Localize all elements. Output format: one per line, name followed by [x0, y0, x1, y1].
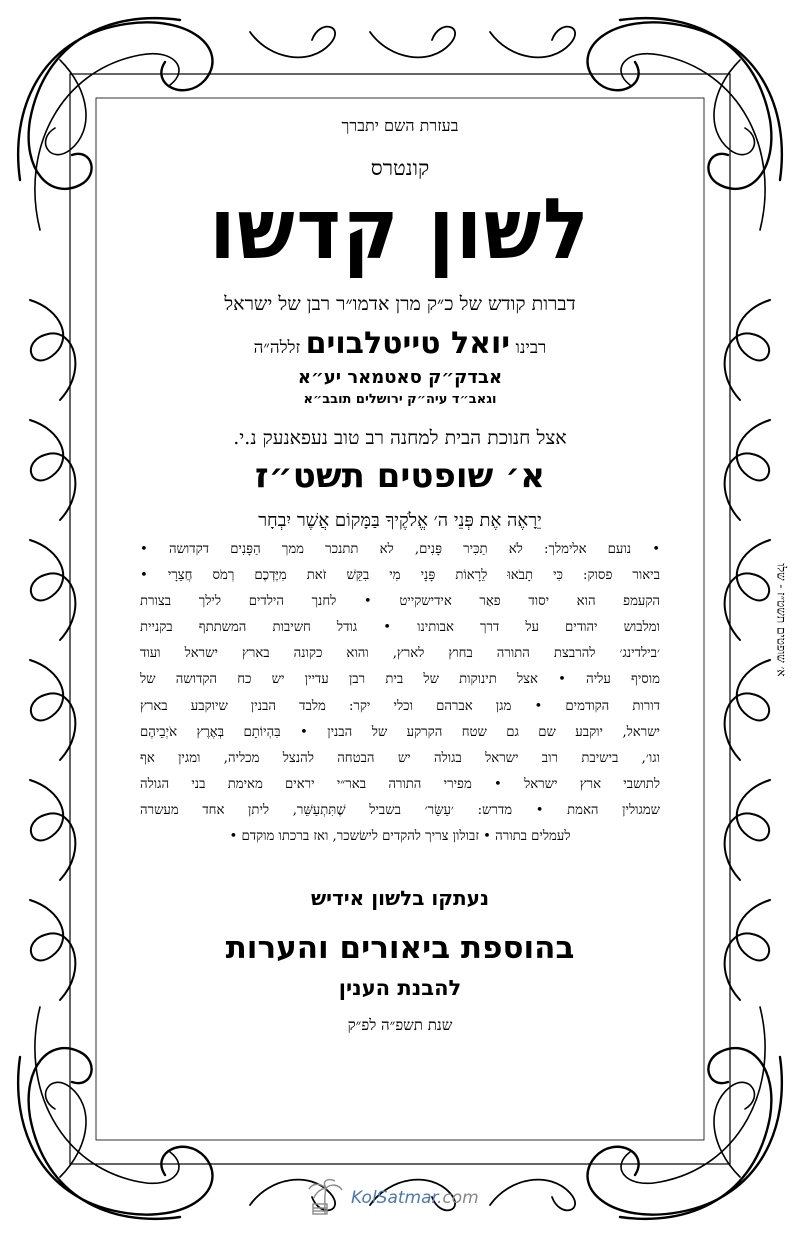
purpose-note: להבנת הענין [338, 976, 462, 1001]
body-line: מוסיף עליה • אצל תינוקות של בית רבן עדיין יש כח הקדושה של [140, 672, 660, 688]
logo-name: KolSatmar [351, 1188, 437, 1208]
frame-flourish [30, 300, 75, 400]
frame-flourish [725, 900, 770, 1000]
body-line: ביאור פסוק: כִּי תָבֹאוּ לֵרָאוֹת פָּנָי מִי בִקֵּשׁ זֹאת מִיֶּדְכֶם רְמֹס חֲצֵרָי • [140, 568, 660, 584]
palm-tree-icon [305, 1178, 345, 1216]
page-title: לשון קדשו [209, 180, 591, 278]
occasion-date: א׳ שופטים תשט״ז [255, 456, 545, 496]
frame-flourish [18, 1057, 212, 1215]
rabbi-prefix: רבינו [515, 338, 547, 358]
frame-flourish [588, 1057, 782, 1215]
body-line: ׳בילדינג׳ להרבצת התורה בחוץ לארץ, והוא כקונה בארץ ישראל ועוד [140, 646, 660, 662]
blessing-header: בעזרת השם יתברך [341, 116, 459, 135]
frame-flourish [29, 1048, 180, 1219]
frame-flourish [714, 1082, 754, 1177]
frame-flourish [725, 420, 770, 520]
verse: יֵרָאֶה אֶת פְּנֵי ה׳ אֱלֹקֶיךָ בַּמָּקוֹם אֲשֶׁר יִבְחָר [258, 510, 542, 531]
frame-flourish [370, 27, 455, 58]
attribution-line-2 [140, 326, 660, 361]
frame-flourish [30, 540, 75, 640]
body-line: וגו׳, בישיבת רוב ישראל בגולה יש הבטחה להנצל מכליה, ומגין אף [140, 750, 660, 766]
attribution-line-4: וגאב״ד עיה״ק ירושלים תובב״א [303, 392, 497, 407]
frame-flourish [250, 27, 335, 58]
frame-flourish [30, 660, 75, 760]
body-line: דורות הקודמים • מגן אברהם וכלי יקר: מלבד הבנין שיוקבע בארץ [140, 698, 660, 714]
body-line: שמגולין האמת • מדרש: ׳עַשֵּׂר׳ בשביל שֶׁתִּתְעַשֵּׁר, ליתן אחד מעשרה [140, 802, 660, 818]
title-page [140, 110, 660, 1035]
publication-year: שנת תשפ״ה לפ״ק [347, 1016, 453, 1035]
rabbi-suffix: זללה״ה [253, 338, 301, 358]
frame-flourish [490, 27, 575, 58]
title-prefix: קונטרס [370, 156, 430, 180]
kolsatmar-logo[interactable] [305, 1178, 505, 1216]
frame-flourish [30, 900, 75, 1000]
frame-flourish [30, 780, 75, 880]
frame-flourish [725, 540, 770, 640]
body-line: לתושבי ארץ ישראל • מפירי התורה באר״י יראים מאימת בני הגולה [140, 776, 660, 792]
body-line: • נועם אלימלך: לֹא תַכִּיר פָּנִים, לא תתנכר ממך הַפָּנִים דקדושה • [140, 542, 660, 557]
rabbi-name: יואל טייטלבוים [305, 326, 511, 361]
translation-note: נעתקו בלשון אידיש [310, 886, 490, 911]
addition-note: בהוספת ביאורים והערות [225, 930, 575, 967]
body-line: לעמלים בתורה • זבולון צריך להקדים לישׂשכר, ואז ברכתו מוקדם • [229, 829, 571, 845]
body-line: הקעמפ הוא יסוד פאַר אידישקייט • לחנך הילדים לילך בצורת [140, 594, 660, 610]
body-line: ומלבוש יהודים על דרך אבותינו • גודל חשיבות המשתתף בקניית [140, 620, 660, 636]
attribution-line-1: דברות קודש של כ״ק מרן אדמו״ר רבן של ישראל [224, 293, 576, 315]
frame-flourish [620, 1048, 771, 1219]
occasion-place: אצל חנוכת הבית למחנה רב טוב נעפאנעק נ.י. [233, 427, 567, 449]
logo-domain: .com [436, 1188, 479, 1208]
frame-flourish [30, 420, 75, 520]
attribution-line-3: אבדק״ק סאטמאר יע״א [297, 367, 503, 388]
contents-paragraph [140, 537, 660, 850]
body-line: ישראל, יוקבע שם גם שטח הקרקע של הבנין • בִּהְיוֹתָם בְּאֶרֶץ אֹיְבֵיהֶם [140, 724, 660, 740]
frame-flourish [725, 660, 770, 760]
frame-flourish [46, 1082, 86, 1177]
frame-flourish [725, 780, 770, 880]
frame-flourish [725, 300, 770, 400]
